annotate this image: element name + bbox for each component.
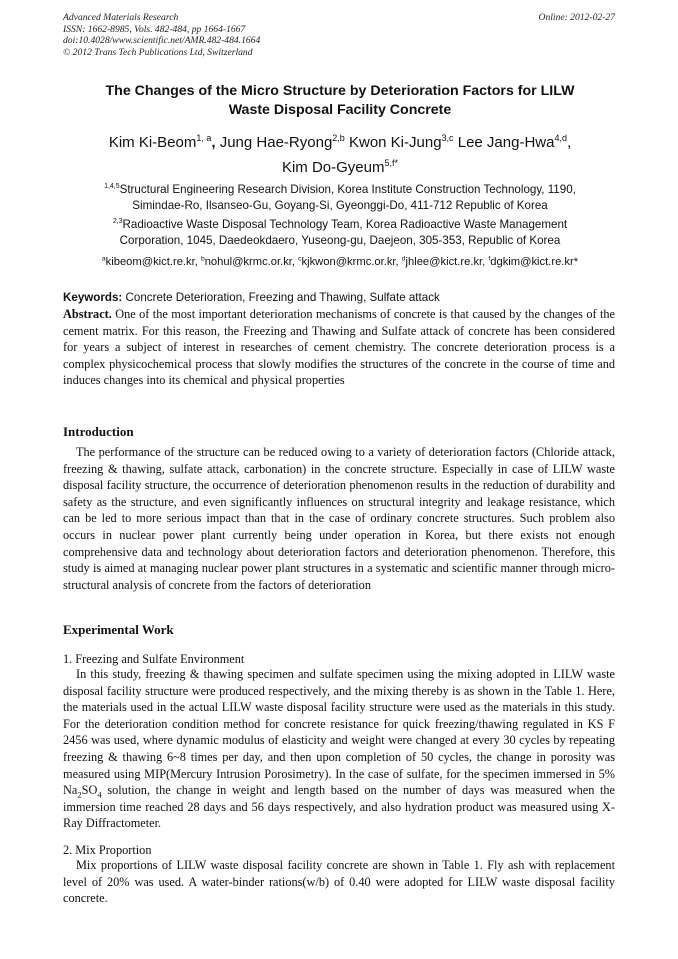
title-line-1: The Changes of the Micro Structure by Deterioration Factors for LILW (105, 83, 575, 99)
journal-name: Advanced Materials Research (63, 12, 179, 23)
abstract (63, 306, 615, 389)
affiliation-line: Corporation, 1045, Daedeokdaero, Yuseong-gu, Daejeon, 305-353, Republic of Korea (119, 234, 561, 247)
email-link[interactable]: kjkwon@krmc.or.kr, (301, 256, 399, 268)
experimental-body-2 (63, 857, 615, 907)
affiliation-line: Structural Engineering Research Division, Korea Institute Construction Technology, 1190, (119, 183, 576, 196)
author-name: Kim Ki-Beom (108, 134, 197, 151)
email-link[interactable]: dgkim@kict.re.kr* (490, 256, 579, 268)
author-affiliation-mark: 1, a (196, 133, 212, 143)
introduction-paragraph: The performance of the structure can be reduced owing to a variety of deterioration factors (Chloride attack, freezing & thawing, sulfate attack, carbonation) in the concrete structure. Especially in case of LILW waste disposal facility structure, the occurrence of deterioration phenomenon results in the reduction of durability and safety as the structure, and even significantly influences on structural integrity and leakage resistance, which can be led to more serious impact than that in the case of ordinary concrete structures. Such problem also occurs in nuclear power plant currently being under operation in Korea, but there exists not enough comprehensive data and technology about deterioration factors and deterioration phenomenon. Therefore, this study is aimed at managing nuclear power plant structures in a systematic and scientific manner through micro-structural analysis of concrete from the factors of deterioration (63, 445, 615, 592)
email-link[interactable]: kibeom@kict.re.kr, (105, 256, 198, 268)
affiliation-line: Simindae-Ro, Ilsanseo-Gu, Goyang-Si, Gyeonggi-Do, 411-712 Republic of Korea (132, 199, 548, 212)
author-name: Lee Jang-Hwa (457, 134, 555, 151)
author-name: Kim Do-Gyeum (281, 159, 385, 176)
copyright-line: © 2012 Trans Tech Publications Ltd, Switzerland (63, 46, 253, 58)
affiliation-1 (72, 182, 608, 214)
author-affiliation-mark: 5,f* (384, 158, 399, 168)
author-affiliation-mark: 3,c (441, 133, 454, 143)
email-mark: d (401, 255, 406, 263)
journal-header (63, 12, 615, 58)
keywords-text: Concrete Deterioration, Freezing and Thawing, Sulfate attack (125, 291, 440, 304)
abstract-label: Abstract. (63, 307, 112, 321)
paragraph-text: solution, the change in weight and length based on the number of days was measured when the immersion time reached 28 days and 56 days respectively, and also hydration product was measured using X-Ray Diffractometer. (63, 783, 615, 831)
keywords-label: Keywords: (63, 291, 123, 304)
doi-line[interactable]: doi:10.4028/www.scientific.net/AMR.482-484.1664 (63, 35, 261, 46)
affiliation-line: Radioactive Waste Disposal Technology Team, Korea Radioactive Waste Management (122, 218, 568, 231)
author-name: Kwon Ki-Jung (348, 134, 442, 151)
formula-subscript: 4 (97, 789, 102, 800)
author-affiliation-mark: 4,d (554, 133, 567, 143)
formula-subscript: 2 (77, 789, 82, 800)
email-mark: b (200, 255, 205, 263)
formula-text: SO (81, 783, 98, 798)
author-name: Jung Hae-Ryong (219, 134, 333, 151)
email-mark: c (298, 255, 302, 263)
abstract-text: One of the most important deterioration mechanisms of concrete is that caused by the changes of the cement matrix. For this reason, the Freezing and Thawing and Sulfate attack of concrete has been considered for years a subject of interest in researches of cement chemistry. The concrete deterioration process is a complex physicochemical process that slowly modifies the structures of the concrete in the course of time and induces changes into its chemical and physical properties (63, 307, 615, 388)
email-link[interactable]: jhlee@kict.re.kr, (405, 256, 486, 268)
subsection-heading-1: 1. Freezing and Sulfate Environment (63, 652, 245, 666)
author-affiliation-mark: 2,b (332, 133, 345, 143)
paragraph-text: In this study, freezing & thawing specimen and sulfate specimen using the mixing adopted in LILW waste disposal facility structure were produced respectively, and the mixing thereby is as shown in the Table 1. Here, the materials used in the actual LILW waste disposal facility structure were used as the materials in this study. For the deterioration condition method for concrete resistance for quick freezing/thawing regulated in KS F 2456 was used, where dynamic modulus of elasticity and weight were changed at every 30 cycles by repeating freezing & thawing 6~8 times per day, and then upon completion of 50 cycles, the change in porosity was measured using MIP(Mercury Intrusion Porosimetry). In the case of sulfate, for the specimen immersed in 5% Na (63, 667, 615, 798)
experimental-body-1 (63, 666, 615, 832)
author-list: Kim Ki-Beom$^{1, a}$, Jung Hae-Ryong$^{2,b}$ Kwon Ki-Jung$^{3,c}$ Lee Jang-Hwa$^{4,d}$, Kim Do-Gyeum$^{5,f*}$ (108, 133, 572, 176)
experimental-paragraph-2: Mix proportions of LILW waste disposal facility concrete are shown in Table 1. Fly ash with replacement level of 20% was used. A water-binder rations(w/b) of 0.40 were adopted for LILW waste disposal facility concrete. (63, 858, 615, 906)
paper-title (60, 82, 620, 120)
subsection-heading-2: 2. Mix Proportion (63, 843, 152, 857)
experimental-paragraph-1 (63, 666, 615, 832)
issn-line: ISSN: 1662-8985, Vols. 482-484, pp 1664-1667 (63, 23, 246, 35)
title-line-2: Waste Disposal Facility Concrete (228, 102, 452, 118)
affiliation-mark: 2,3 (112, 218, 123, 226)
online-date: Online: 2012-02-27 (538, 12, 615, 23)
section-heading-experimental: Experimental Work (63, 622, 174, 637)
email-link[interactable]: nohul@krmc.or.kr, (204, 256, 296, 268)
affiliation-mark: 1,4,5 (104, 183, 120, 191)
section-heading-introduction: Introduction (63, 424, 134, 439)
introduction-body (63, 444, 615, 593)
email-mark: a (101, 255, 106, 263)
email-list (60, 255, 620, 269)
keywords (63, 291, 615, 305)
affiliation-2 (72, 217, 608, 249)
email-mark: f (488, 255, 491, 263)
